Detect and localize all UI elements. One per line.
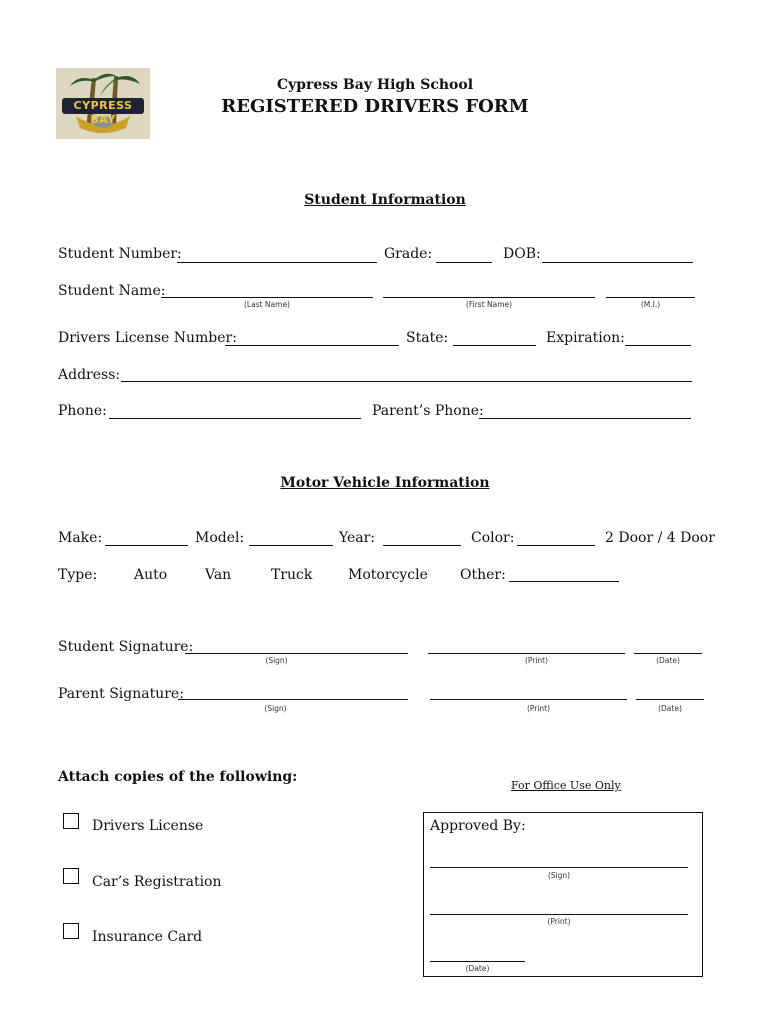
first-name-field[interactable]	[383, 297, 595, 298]
office-use-heading: For Office Use Only	[511, 779, 621, 792]
parent-date-field[interactable]	[636, 699, 704, 700]
phone-label: Phone:	[58, 403, 107, 419]
make-label: Make:	[58, 530, 103, 546]
parent-sign-field[interactable]	[178, 699, 408, 700]
license-number-field[interactable]	[225, 345, 399, 346]
insurance-card-checkbox[interactable]	[63, 923, 79, 939]
door-option[interactable]: 2 Door / 4 Door	[605, 530, 715, 546]
student-name-label: Student Name:	[58, 283, 166, 299]
parent-sign-hint: (Sign)	[264, 704, 287, 713]
parent-date-hint: (Date)	[658, 704, 682, 713]
student-sign-field[interactable]	[185, 653, 408, 654]
type-other-label: Other:	[460, 567, 506, 583]
state-label: State:	[406, 330, 449, 346]
parent-signature-label: Parent Signature:	[58, 686, 184, 702]
dob-label: DOB:	[503, 246, 541, 262]
type-van-option[interactable]: Van	[205, 567, 232, 583]
mi-hint: (M.I.)	[640, 300, 661, 309]
model-label: Model:	[195, 530, 245, 546]
approved-print-field[interactable]	[430, 914, 688, 915]
drivers-license-checkbox[interactable]	[63, 813, 79, 829]
type-truck-option[interactable]: Truck	[271, 567, 313, 583]
student-sign-hint: (Sign)	[265, 656, 288, 665]
grade-label: Grade:	[384, 246, 433, 262]
vehicle-information-heading: Motor Vehicle Information	[280, 475, 490, 491]
type-motorcycle-option[interactable]: Motorcycle	[348, 567, 428, 583]
first-name-hint: (First Name)	[465, 300, 513, 309]
student-print-hint: (Print)	[524, 656, 549, 665]
year-label: Year:	[339, 530, 376, 546]
type-label: Type:	[58, 567, 98, 583]
approved-print-hint: (Print)	[547, 917, 571, 926]
year-field[interactable]	[383, 545, 461, 546]
office-use-box	[423, 812, 703, 977]
student-date-field[interactable]	[634, 653, 702, 654]
parent-print-hint: (Print)	[526, 704, 551, 713]
grade-field[interactable]	[436, 262, 492, 263]
car-registration-label: Car’s Registration	[92, 874, 222, 890]
color-label: Color:	[471, 530, 515, 546]
car-registration-checkbox[interactable]	[63, 868, 79, 884]
type-auto-option[interactable]: Auto	[134, 567, 168, 583]
school-logo	[56, 68, 150, 139]
expiration-field[interactable]	[625, 345, 691, 346]
approved-by-label: Approved By:	[430, 818, 526, 834]
address-field[interactable]	[121, 381, 692, 382]
make-field[interactable]	[105, 545, 188, 546]
student-print-field[interactable]	[428, 653, 625, 654]
parent-phone-field[interactable]	[479, 418, 691, 419]
student-information-heading: Student Information	[304, 192, 466, 208]
approved-sign-field[interactable]	[430, 867, 688, 868]
type-other-field[interactable]	[509, 581, 619, 582]
parent-print-field[interactable]	[430, 699, 627, 700]
parent-phone-label: Parent’s Phone:	[372, 403, 484, 419]
dob-field[interactable]	[542, 262, 693, 263]
color-field[interactable]	[517, 545, 595, 546]
logo-text: CYPRESS BAY	[73, 99, 133, 126]
last-name-hint: (Last Name)	[244, 300, 290, 309]
student-signature-label: Student Signature:	[58, 639, 194, 655]
school-name: Cypress Bay High School	[276, 77, 474, 93]
address-label: Address:	[58, 367, 121, 383]
student-number-label: Student Number:	[58, 246, 182, 262]
license-number-label: Drivers License Number:	[58, 330, 237, 346]
approved-date-field[interactable]	[430, 961, 525, 962]
middle-initial-field[interactable]	[606, 297, 695, 298]
approved-date-hint: (Date)	[465, 964, 490, 973]
expiration-label: Expiration:	[546, 330, 625, 346]
last-name-field[interactable]	[161, 297, 373, 298]
form-title: REGISTERED DRIVERS FORM	[221, 96, 529, 117]
student-date-hint: (Date)	[656, 656, 680, 665]
phone-field[interactable]	[109, 418, 361, 419]
student-number-field[interactable]	[177, 262, 377, 263]
insurance-card-label: Insurance Card	[92, 929, 203, 945]
attach-copies-heading: Attach copies of the following:	[58, 769, 298, 785]
drivers-license-label: Drivers License	[92, 818, 204, 834]
model-field[interactable]	[249, 545, 333, 546]
state-field[interactable]	[453, 345, 536, 346]
approved-sign-hint: (Sign)	[547, 871, 571, 880]
